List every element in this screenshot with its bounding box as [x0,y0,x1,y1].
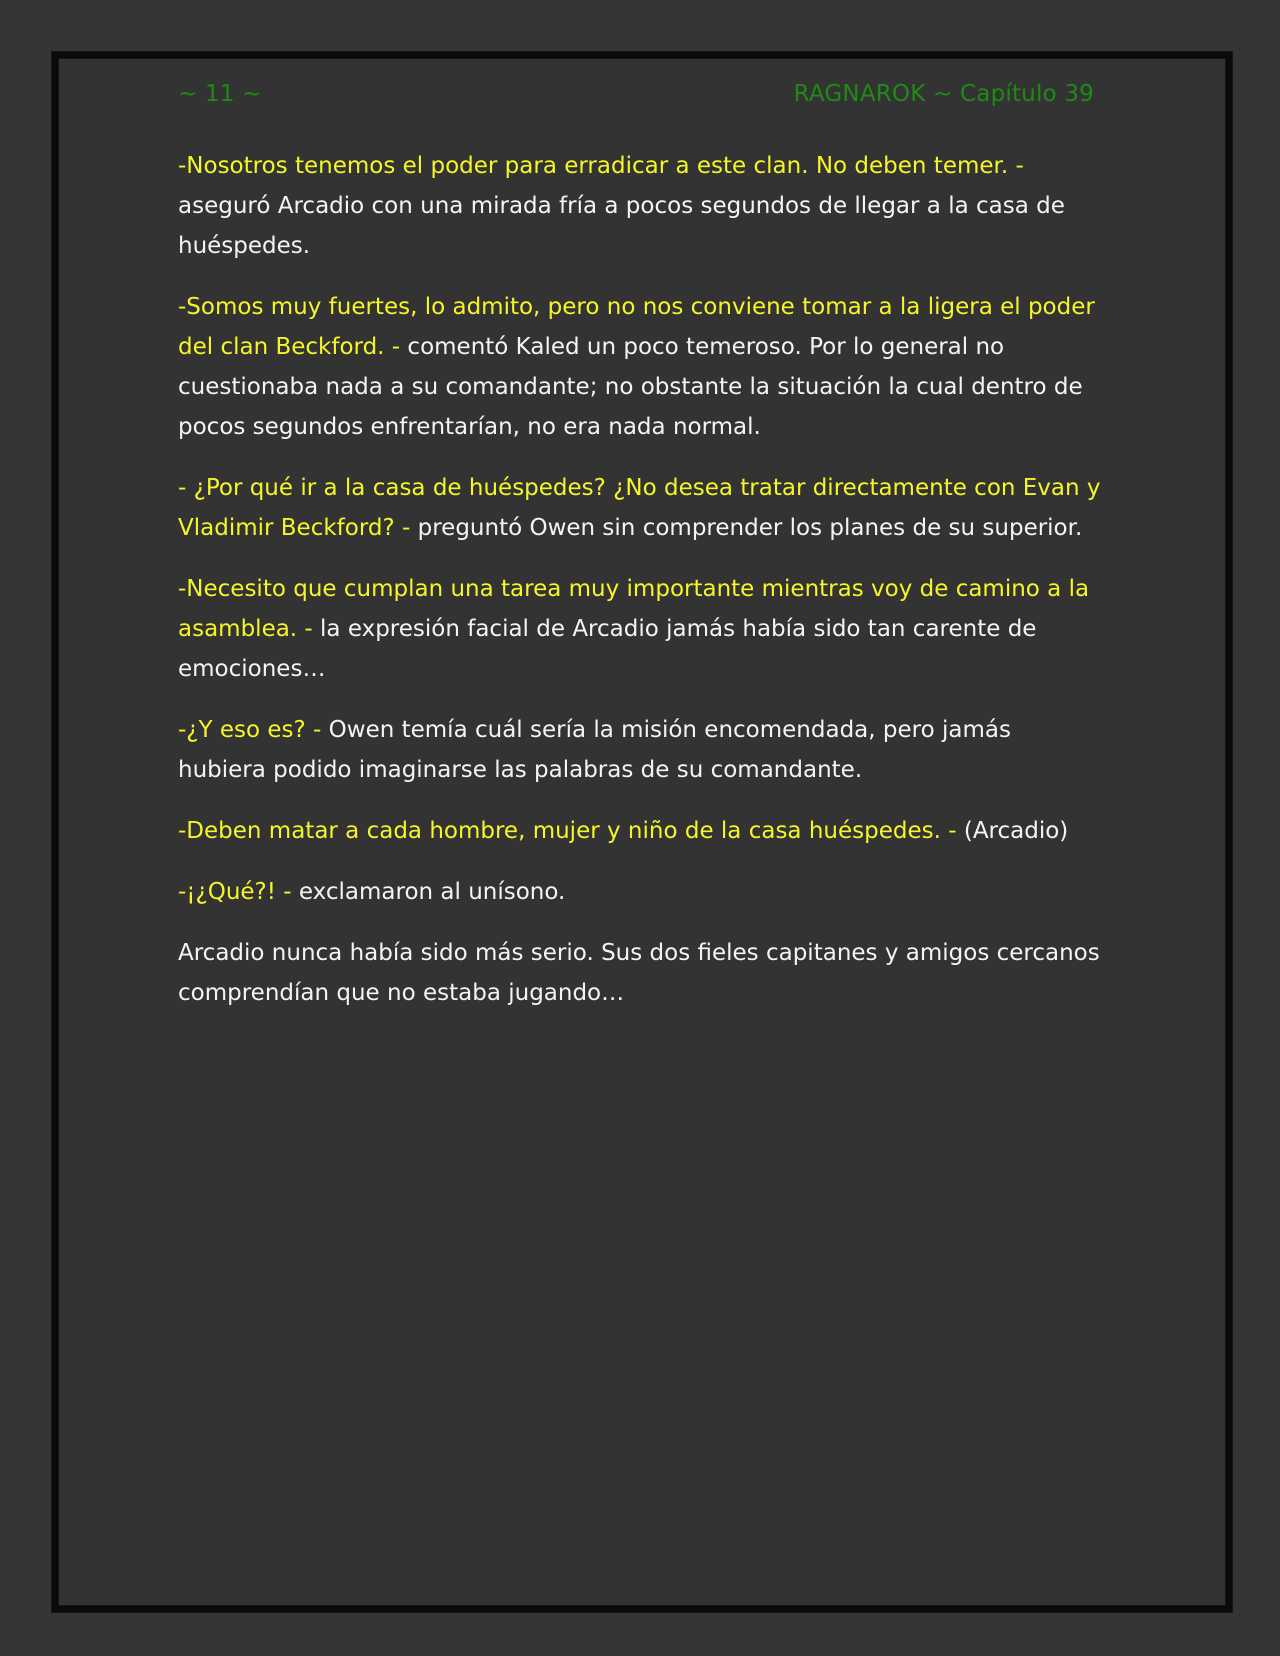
running-title: RAGNAROK ~ Capítulo 39 [793,81,1094,107]
page-number: ~ 11 ~ [178,81,262,107]
dialogue-speech: -Necesito que cumplan una tarea muy importante mientras voy de camino a la asamblea. - [178,576,1090,642]
dialogue-speech: - ¿Por qué ir a la casa de huéspedes? ¿No desea tratar directamente con Evan y Vladimir Beckford? - [178,475,1101,541]
dialogue-speech: -¡¿Qué?! - [178,879,292,905]
dialogue-narration: comentó Kaled un poco temeroso. Por lo general no cuestionaba nada a su comandante; no obstante la situación la cual dentro de pocos segundos enfrentarían, no era nada normal. [178,334,1083,440]
paragraph-1 [178,146,1103,266]
dialogue-narration: la expresión facial de Arcadio jamás había sido tan carente de emociones… [178,616,1037,682]
paragraph-8 [178,933,1103,1013]
dialogue-narration: exclamaron al unísono. [291,879,566,905]
story-text [178,146,1103,1034]
dialogue-speech: -Deben matar a cada hombre, mujer y niño de la casa huéspedes. - [178,818,957,844]
page-header [178,78,1094,110]
dialogue-speech: -Somos muy fuertes, lo admito, pero no nos conviene tomar a la ligera el poder del clan Beckford. - [178,294,1095,360]
dialogue-narration: (Arcadio) [956,818,1069,844]
paragraph-4 [178,569,1103,689]
dialogue-narration: preguntó Owen sin comprender los planes de su superior. [410,515,1083,541]
dialogue-narration: aseguró Arcadio con una mirada fría a pocos segundos de llegar a la casa de huéspedes. [178,193,1065,259]
dialogue-speech: -Nosotros tenemos el poder para erradicar a este clan. No deben temer. - [178,153,1024,179]
narration-text: Arcadio nunca había sido más serio. Sus dos fieles capitanes y amigos cercanos comprendían que no estaba jugando… [178,940,1100,1006]
paragraph-3 [178,468,1103,548]
paragraph-5 [178,710,1103,790]
paragraph-7 [178,872,1103,912]
paragraph-6 [178,811,1103,851]
dialogue-speech: -¿Y eso es? - [178,717,322,743]
dialogue-narration: Owen temía cuál sería la misión encomendada, pero jamás hubiera podido imaginarse las palabras de su comandante. [178,717,1011,783]
paragraph-2 [178,287,1103,447]
